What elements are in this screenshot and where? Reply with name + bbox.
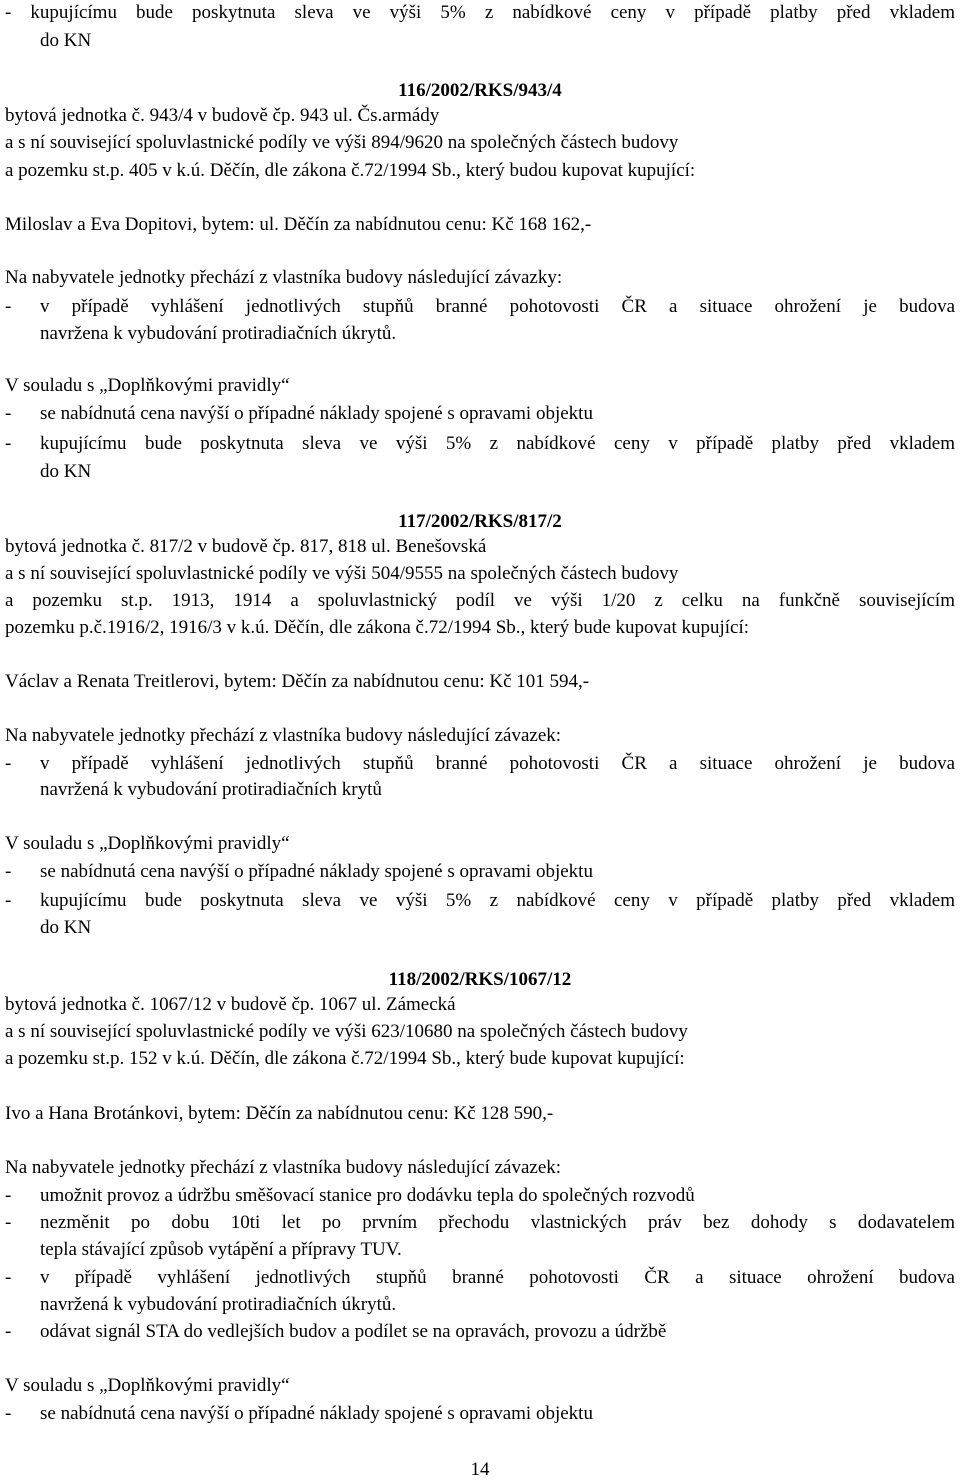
text-line: Na nabyvatele jednotky přechází z vlastníka budovy následující závazky: <box>5 267 563 288</box>
text-line: do KN <box>40 461 92 482</box>
bullet-dash: - <box>5 1212 12 1233</box>
page-number: 14 <box>470 1459 490 1480</box>
text-line: v případě vyhlášení jednotlivých stupňů branné pohotovosti ČR a situace ohrožení je budova <box>40 296 955 317</box>
section-heading: 117/2002/RKS/817/2 <box>398 511 562 532</box>
buyer-line: Miloslav a Eva Dopitovi, bytem: ul. Děčín za nabídnutou cenu: Kč 168 162,- <box>5 214 592 235</box>
text-line: se nabídnutá cena navýší o případné náklady spojené s opravami objektu <box>40 1403 593 1424</box>
text-line: navržena k vybudování protiradiačních úkrytů. <box>40 323 397 344</box>
section-heading: 118/2002/RKS/1067/12 <box>388 969 572 990</box>
text-line: a s ní související spoluvlastnické podíly ve výši 623/10680 na společných částech budovy <box>5 1021 688 1042</box>
text-line: a pozemku st.p. 1913, 1914 a spoluvlastnický podíl ve výši 1/20 z celku na funkčně souvisejícím <box>5 590 955 611</box>
text-line: do KN <box>40 30 92 51</box>
bullet-dash: - <box>5 403 12 424</box>
text-line: a pozemku st.p. 405 v k.ú. Děčín, dle zákona č.72/1994 Sb., který budou kupovat kupující: <box>5 160 696 181</box>
text-line: Na nabyvatele jednotky přechází z vlastníka budovy následující závazek: <box>5 1157 562 1178</box>
text-line: Na nabyvatele jednotky přechází z vlastníka budovy následující závazek: <box>5 725 562 746</box>
text-line: se nabídnutá cena navýší o případné náklady spojené s opravami objektu <box>40 403 593 424</box>
text-line: v případě vyhlášení jednotlivých stupňů branné pohotovosti ČR a situace ohrožení je budova <box>40 753 955 774</box>
text-line: V souladu s „Doplňkovými pravidly“ <box>5 375 290 396</box>
bullet-dash: - <box>5 1321 12 1342</box>
text-line: kupujícímu bude poskytnuta sleva ve výši 5% z nabídkové ceny v případě platby před vkladem <box>40 890 955 911</box>
text-line: pozemku p.č.1916/2, 1916/3 v k.ú. Děčín, dle zákona č.72/1994 Sb., který bude kupovat kupující: <box>5 617 750 638</box>
bullet-dash: - <box>5 433 12 454</box>
text-line: a pozemku st.p. 152 v k.ú. Děčín, dle zákona č.72/1994 Sb., který bude kupovat kupující: <box>5 1048 685 1069</box>
bullet-dash: - <box>5 890 12 911</box>
text-line: V souladu s „Doplňkovými pravidly“ <box>5 833 290 854</box>
text-line: bytová jednotka č. 1067/12 v budově čp. 1067 ul. Zámecká <box>5 994 456 1015</box>
section-heading: 116/2002/RKS/943/4 <box>398 80 562 101</box>
buyer-line: Václav a Renata Treitlerovi, bytem: Děčín za nabídnutou cenu: Kč 101 594,- <box>5 671 590 692</box>
bullet-dash: - <box>5 861 12 882</box>
text-line: a s ní související spoluvlastnické podíly ve výši 894/9620 na společných částech budovy <box>5 132 679 153</box>
text-line: do KN <box>40 917 92 938</box>
text-line: tepla stávající způsob vytápění a přípravy TUV. <box>40 1239 402 1260</box>
text-line: kupujícímu bude poskytnuta sleva ve výši 5% z nabídkové ceny v případě platby před vkladem <box>40 433 955 454</box>
text-line: umožnit provoz a údržbu směšovací stanice pro dodávku tepla do společných rozvodů <box>40 1185 695 1206</box>
text-line: navržená k vybudování protiradiačních krytů <box>40 779 382 800</box>
bullet-dash: - <box>5 753 12 774</box>
text-line: a s ní související spoluvlastnické podíly ve výši 504/9555 na společných částech budovy <box>5 563 679 584</box>
text-line: nezměnit po dobu 10ti let po prvním přechodu vlastnických práv bez dohody s dodavatelem <box>40 1212 955 1233</box>
text-line: bytová jednotka č. 817/2 v budově čp. 817, 818 ul. Benešovská <box>5 536 487 557</box>
buyer-line: Ivo a Hana Brotánkovi, bytem: Děčín za nabídnutou cenu: Kč 128 590,- <box>5 1103 554 1124</box>
text-line: navržená k vybudování protiradiačních úkrytů. <box>40 1294 397 1315</box>
bullet-dash: - <box>5 1403 12 1424</box>
text-line: odávat signál STA do vedlejších budov a podílet se na opravách, provozu a údržbě <box>40 1321 667 1342</box>
text-line: v případě vyhlášení jednotlivých stupňů branné pohotovosti ČR a situace ohrožení budova <box>40 1267 955 1288</box>
bullet-dash: - <box>5 1185 12 1206</box>
bullet-dash: - <box>5 296 12 317</box>
bullet-dash: - <box>5 1267 12 1288</box>
text-line: se nabídnutá cena navýší o případné náklady spojené s opravami objektu <box>40 861 593 882</box>
text-line: V souladu s „Doplňkovými pravidly“ <box>5 1375 290 1396</box>
text-line: - kupujícímu bude poskytnuta sleva ve výši 5% z nabídkové ceny v případě platby před vkladem <box>5 2 955 23</box>
text-line: bytová jednotka č. 943/4 v budově čp. 943 ul. Čs.armády <box>5 105 440 126</box>
